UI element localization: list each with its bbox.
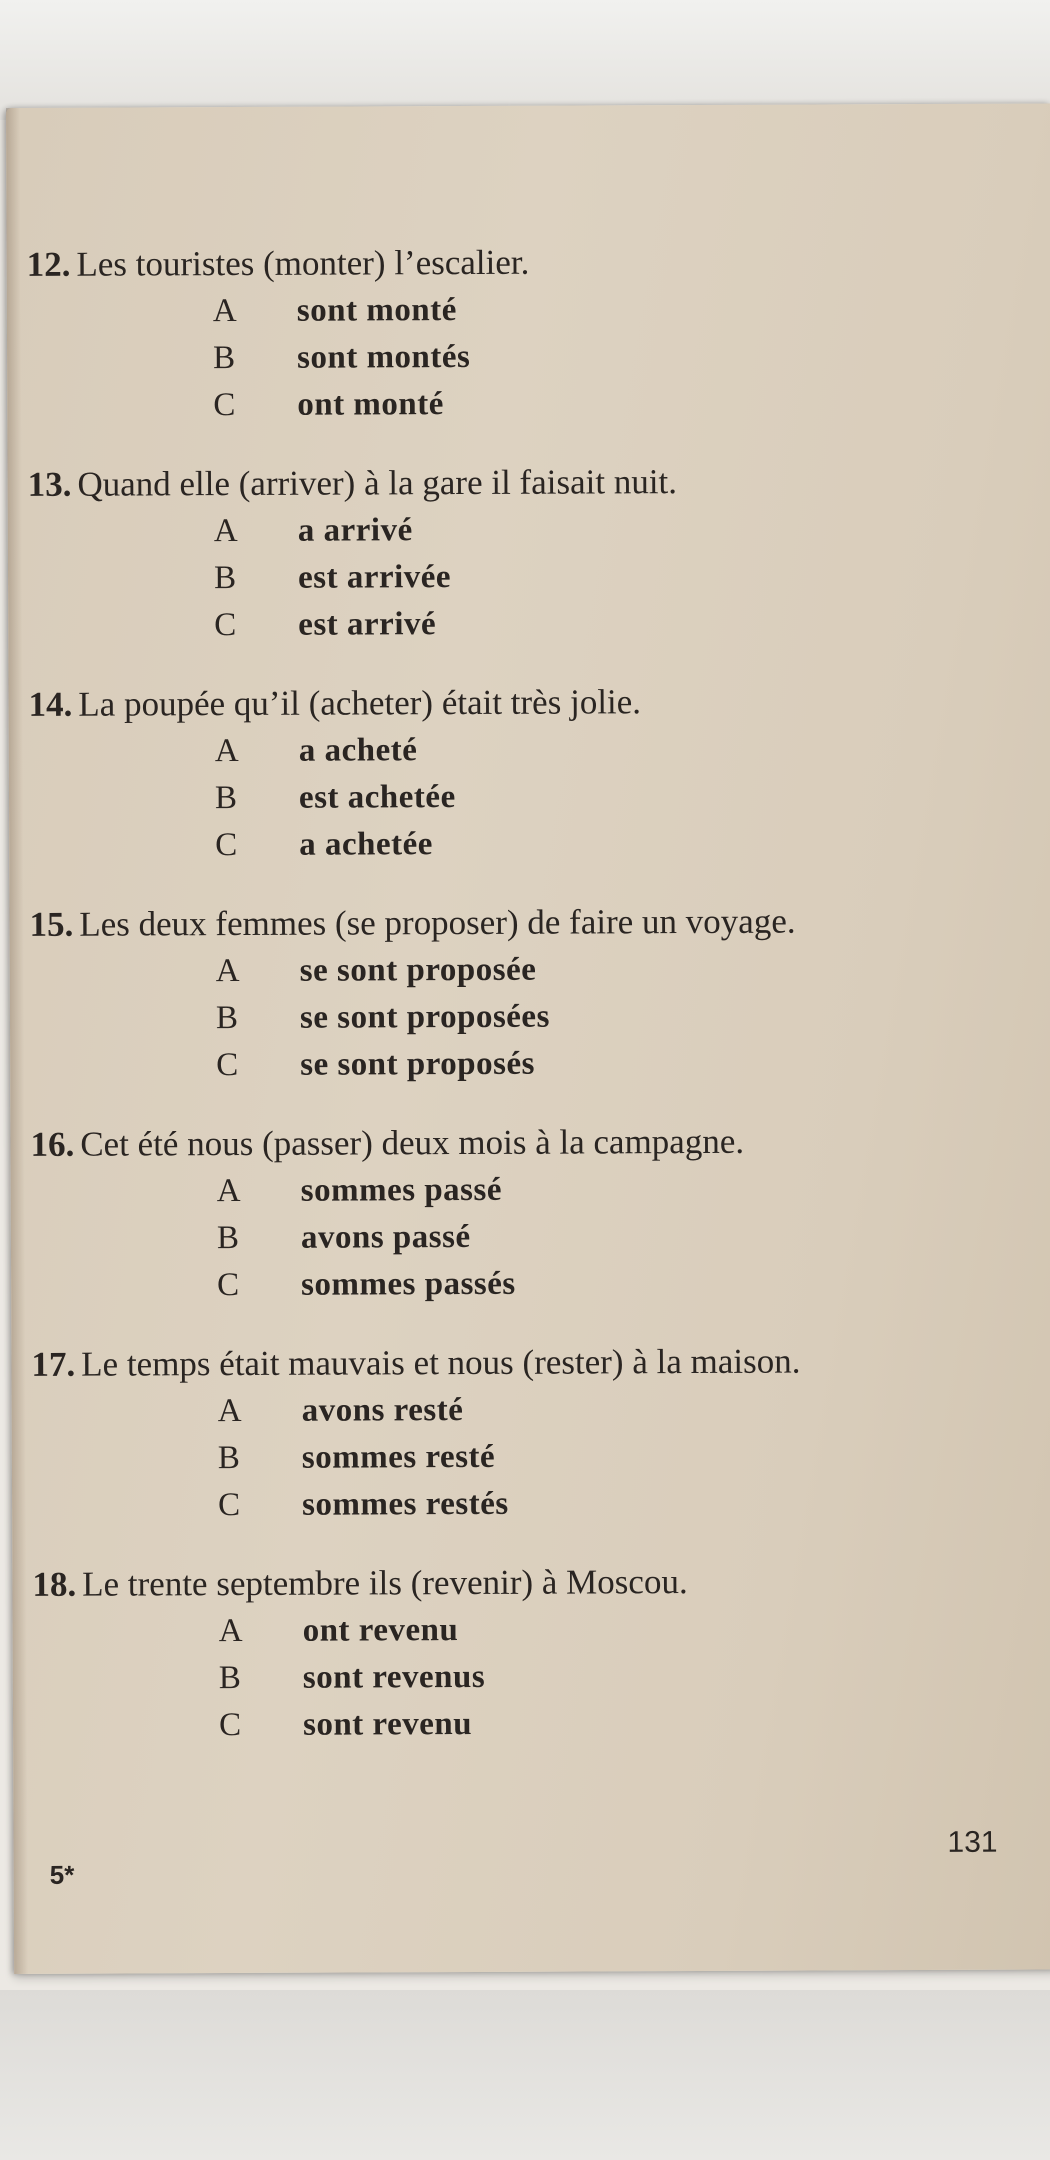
question-15 [29, 899, 1020, 1090]
option-a [219, 1605, 1023, 1656]
question-14 [29, 679, 1020, 870]
question-text: Quand elle (arriver) à la gare il faisait nuit. [77, 462, 678, 504]
option-a [214, 505, 1018, 556]
option-a [217, 1165, 1021, 1216]
question-number: 13. [27, 464, 72, 504]
option-text: a arrivé [297, 512, 413, 549]
option-text: avons resté [301, 1392, 464, 1429]
option-letter: B [218, 1659, 241, 1697]
question-stem [28, 459, 1018, 507]
answer-options [219, 1605, 1024, 1750]
question-16 [30, 1119, 1021, 1310]
option-b [217, 1212, 1021, 1263]
option-letter: C [215, 826, 238, 864]
option-letter: A [217, 1392, 242, 1430]
option-text: est arrivé [298, 606, 437, 643]
option-letter: A [218, 1612, 243, 1650]
question-text: Le trente septembre ils (revenir) à Moscou. [82, 1562, 688, 1604]
option-text: sommes passés [301, 1265, 516, 1303]
option-text: sommes passé [300, 1171, 503, 1209]
option-text: sommes restés [302, 1485, 509, 1523]
option-letter: B [215, 999, 239, 1037]
option-c [214, 599, 1018, 650]
book-page [6, 103, 1050, 1974]
question-number: 18. [32, 1564, 77, 1604]
question-text: Les touristes (monter) l’escalier. [76, 242, 530, 284]
background-surface-top [0, 0, 1050, 120]
question-stem [30, 1119, 1020, 1167]
question-text: Les deux femmes (se proposer) de faire un voyage. [79, 901, 796, 944]
question-stem [27, 239, 1017, 287]
option-text: a achetée [299, 826, 433, 863]
option-c [213, 379, 1017, 430]
option-a [218, 1385, 1022, 1436]
option-text: a acheté [298, 732, 418, 769]
option-text: se sont proposées [299, 998, 550, 1036]
option-a [216, 945, 1020, 996]
question-18 [32, 1559, 1023, 1750]
page-number: 131 [947, 1825, 998, 1859]
answer-options [218, 1385, 1023, 1530]
question-number: 17. [31, 1344, 76, 1384]
option-letter: A [213, 512, 238, 550]
option-text: sont revenu [302, 1705, 473, 1743]
answer-options [214, 505, 1019, 650]
option-b [213, 332, 1017, 383]
answer-options [213, 285, 1018, 430]
option-letter: A [216, 1172, 241, 1210]
option-letter: C [213, 387, 236, 424]
option-b [216, 992, 1020, 1043]
option-b [214, 552, 1018, 603]
option-letter: C [216, 1046, 239, 1084]
option-text: sommes resté [301, 1438, 496, 1476]
option-b [215, 772, 1019, 823]
option-text: sont montés [297, 338, 471, 376]
option-letter: A [215, 952, 240, 990]
option-b [218, 1432, 1022, 1483]
option-text: est arrivée [297, 559, 452, 596]
option-letter: B [217, 1439, 240, 1477]
signature-mark: 5* [49, 1859, 75, 1890]
option-c [218, 1479, 1022, 1530]
question-13 [28, 459, 1019, 650]
option-c [217, 1259, 1021, 1310]
option-letter: C [218, 1486, 241, 1524]
option-letter: C [218, 1706, 242, 1744]
answer-options [217, 1165, 1022, 1310]
option-text: avons passé [300, 1218, 471, 1256]
option-text: se sont proposés [300, 1045, 536, 1083]
option-text: ont revenu [302, 1612, 459, 1649]
option-a [213, 285, 1017, 336]
background-surface-bottom [0, 1990, 1050, 2160]
option-letter: C [217, 1266, 240, 1304]
question-number: 12. [26, 244, 71, 284]
option-text: sont monté [296, 292, 457, 329]
option-letter: A [212, 292, 237, 330]
question-text: Cet été nous (passer) deux mois à la campagne. [80, 1121, 745, 1164]
option-letter: B [216, 1219, 240, 1257]
question-text: La poupée qu’il (acheter) était très jolie. [78, 682, 642, 724]
option-b [219, 1652, 1023, 1703]
option-letter: B [214, 779, 238, 817]
option-letter: B [213, 340, 236, 377]
question-stem [29, 679, 1019, 727]
question-number: 16. [30, 1124, 75, 1164]
question-text: Le temps était mauvais et nous (rester) à la maison. [81, 1341, 801, 1384]
question-12 [27, 239, 1018, 430]
option-letter: B [213, 560, 237, 597]
option-letter: C [214, 607, 237, 644]
option-text: se sont proposée [299, 951, 537, 989]
option-text: sont revenus [302, 1658, 486, 1696]
question-stem [31, 1339, 1021, 1387]
question-stem [29, 899, 1019, 947]
question-number: 15. [29, 904, 74, 944]
option-text: est achetée [298, 779, 456, 816]
question-number: 14. [28, 684, 73, 724]
option-letter: A [214, 732, 239, 770]
option-c [219, 1699, 1023, 1750]
option-c [215, 819, 1019, 870]
question-stem [32, 1559, 1022, 1607]
answer-options [215, 725, 1020, 870]
option-a [215, 725, 1019, 776]
option-c [216, 1039, 1020, 1090]
option-text: ont monté [297, 386, 444, 423]
question-17 [31, 1339, 1022, 1530]
answer-options [216, 945, 1021, 1090]
